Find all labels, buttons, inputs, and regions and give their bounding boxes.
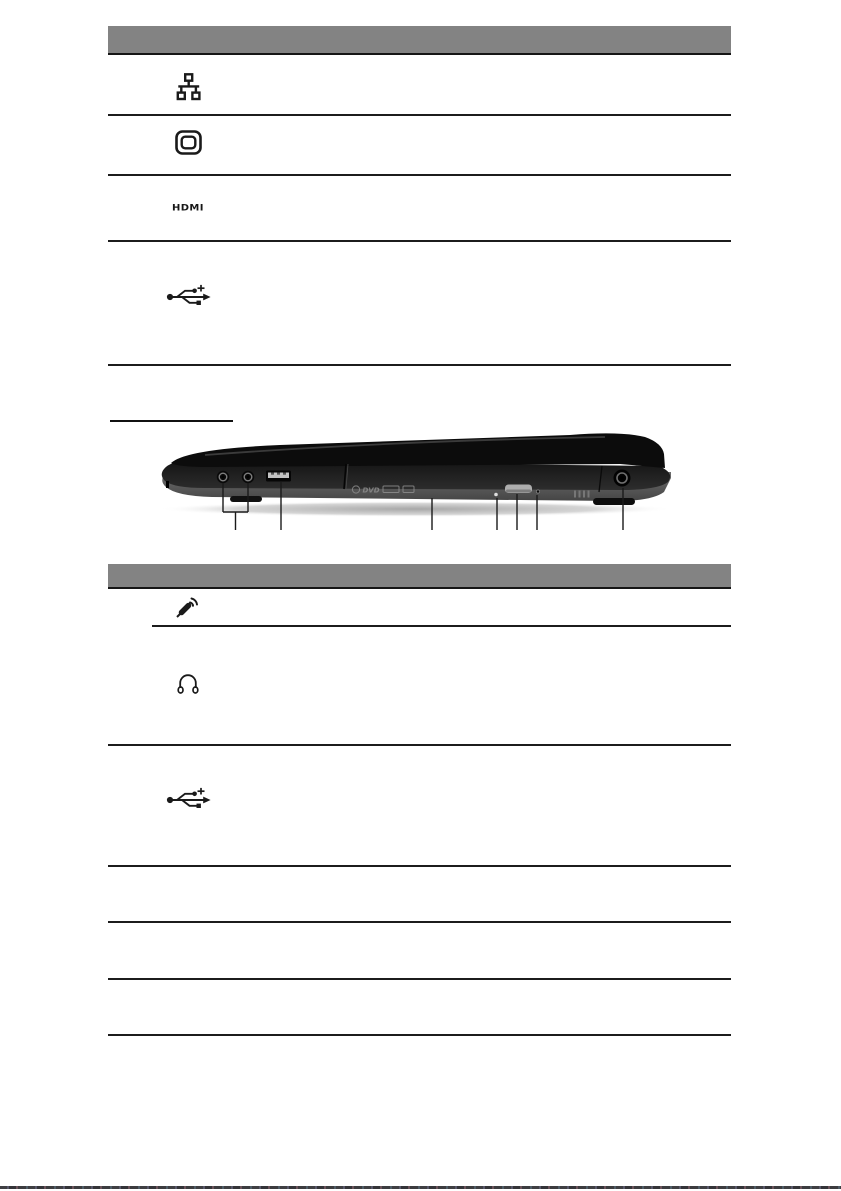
- row-divider: [108, 1034, 731, 1036]
- row-divider-partial: [152, 625, 731, 627]
- drive-activity-led-photo: [494, 493, 498, 497]
- row-divider: [108, 865, 731, 867]
- section-heading-underline: [110, 420, 233, 422]
- bottom-table-header-bar: [108, 564, 731, 589]
- top-table-header-bar: [108, 26, 731, 55]
- usb-icon: [166, 787, 211, 810]
- usb-port-photo: [266, 471, 291, 482]
- row-divider: [108, 174, 731, 176]
- hdmi-logo: HDMI: [172, 203, 204, 213]
- row-divider: [108, 114, 731, 116]
- dc-in-jack-photo: [614, 470, 631, 487]
- row-divider: [108, 921, 731, 923]
- rubber-foot-left: [230, 496, 262, 502]
- microphone-icon: [174, 596, 200, 620]
- display-icon: [175, 130, 202, 155]
- emergency-eject-hole-photo: [536, 490, 539, 493]
- headphone-icon: [177, 671, 199, 696]
- row-divider: [108, 240, 731, 242]
- laptop-side-view-figure: [150, 428, 685, 534]
- usb-icon: [166, 284, 211, 307]
- row-divider: [108, 978, 731, 980]
- rubber-foot-right: [593, 498, 635, 505]
- ethernet-icon: [175, 73, 202, 103]
- eject-button-photo: [505, 485, 532, 494]
- bottom-edge-artifact: [0, 1186, 841, 1189]
- row-divider: [108, 744, 731, 746]
- dvd-logo-text: DVD: [362, 486, 380, 495]
- laptop-lid: [171, 433, 665, 468]
- row-divider: [108, 364, 731, 366]
